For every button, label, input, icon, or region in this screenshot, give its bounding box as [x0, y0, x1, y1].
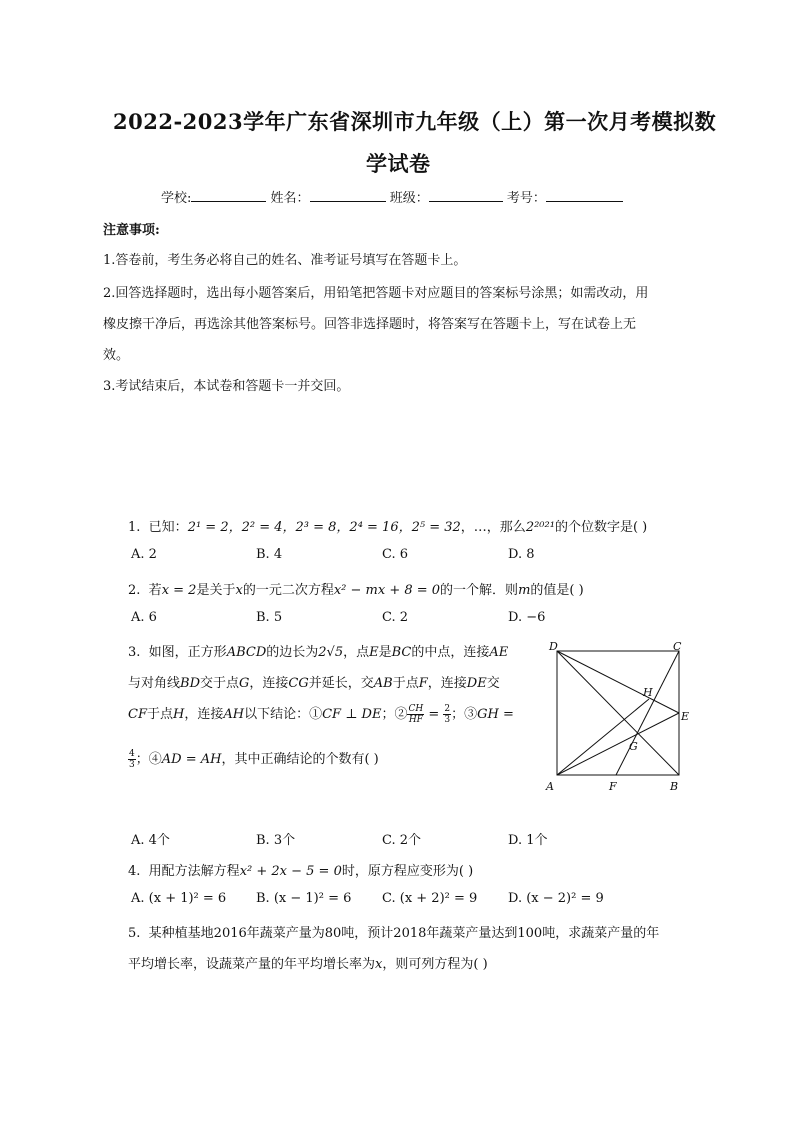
- math-bc: BC: [391, 645, 412, 660]
- question-2: [128, 579, 584, 598]
- info-fields: [161, 187, 623, 206]
- math-ah: AH: [223, 707, 245, 722]
- fraction-denominator: 3: [129, 760, 135, 770]
- math-g: G: [239, 676, 250, 691]
- math-ae: AE: [489, 645, 509, 660]
- math-equation: x² + 2x − 5 = 0: [239, 864, 342, 879]
- label-g: G: [629, 740, 638, 753]
- q2-option-c[interactable]: C. 2: [382, 610, 409, 625]
- q4-option-d[interactable]: [508, 891, 604, 906]
- question-text: 是关于: [196, 583, 236, 598]
- diagonal-bd: [557, 651, 679, 775]
- fraction-two-thirds: [443, 704, 451, 725]
- question-text: ，连接: [184, 707, 224, 722]
- q3-option-a[interactable]: A. 4个: [131, 833, 170, 848]
- question-text: 交于点: [200, 676, 240, 691]
- math-side: 2√5: [318, 645, 344, 660]
- label-a: A: [546, 780, 554, 793]
- fraction-numerator: CH: [408, 704, 424, 714]
- question-text: 若: [148, 583, 162, 598]
- question-text: ，其中正确结论的个数有( ): [221, 752, 379, 767]
- question-text: 交: [486, 676, 500, 691]
- math-conclusion-4: AD = AH: [161, 752, 222, 767]
- question-text: ；④: [135, 752, 162, 767]
- math-powers: 2¹ = 2，2² = 4，2³ = 8，2⁴ = 16，2⁵ = 32: [187, 520, 461, 535]
- math-m: m: [518, 583, 531, 598]
- math-de: DE: [466, 676, 487, 691]
- question-number: 4.: [128, 864, 141, 879]
- question-3-line4: [128, 748, 379, 770]
- label-f: F: [609, 780, 617, 793]
- question-3-line1: [128, 641, 508, 660]
- question-text: 如图，正方形: [148, 645, 227, 660]
- math-cg: CG: [288, 676, 309, 691]
- math-var: x: [235, 583, 243, 598]
- fraction-numerator: 4: [129, 749, 135, 759]
- question-text: 的中点，连接: [411, 645, 490, 660]
- name-field[interactable]: [310, 189, 386, 202]
- math-target: 2²⁰²¹: [525, 520, 555, 535]
- math-equation: x² − mx + 8 = 0: [333, 583, 441, 598]
- q1-option-a[interactable]: A. 2: [131, 547, 157, 562]
- option-text: B. (x − 1)² = 6: [256, 891, 352, 906]
- question-text: ，…，那么: [460, 520, 526, 535]
- segment-cf: [616, 651, 679, 775]
- math-h: H: [172, 707, 185, 722]
- question-5-line2: [128, 953, 488, 972]
- question-text: ，点: [343, 645, 370, 660]
- math-x: x: [375, 957, 383, 972]
- question-5-line1: [128, 922, 659, 941]
- math-abcd: ABCD: [226, 645, 267, 660]
- question-text: 是: [378, 645, 392, 660]
- q4-option-a[interactable]: [131, 891, 226, 906]
- math-conclusion-3: GH =: [477, 707, 514, 722]
- name-label: 姓名：: [270, 191, 310, 206]
- math-bd: BD: [180, 676, 200, 691]
- option-text: C. (x + 2)² = 9: [382, 891, 478, 906]
- fraction-denominator: HF: [408, 715, 423, 725]
- math-ab: AB: [373, 676, 393, 691]
- question-text: 的个位数字是( ): [554, 520, 648, 535]
- question-text: 的边长为: [266, 645, 319, 660]
- q2-option-a[interactable]: A. 6: [131, 610, 157, 625]
- question-4: [128, 860, 473, 879]
- notice-item-3: 3.考试结束后，本试卷和答题卡一并交回。: [103, 379, 350, 394]
- q4-option-b[interactable]: [256, 891, 351, 906]
- question-number: 5.: [128, 926, 141, 941]
- question-text: 时，原方程应变形为( ): [341, 864, 474, 879]
- q3-option-d[interactable]: D. 1个: [508, 833, 548, 848]
- q2-option-d[interactable]: D. −6: [508, 610, 546, 625]
- fraction-denominator: 3: [444, 715, 451, 725]
- question-text: 以下结论：①: [244, 707, 323, 722]
- q2-option-b[interactable]: B. 5: [256, 610, 283, 625]
- question-text: 的值是( ): [530, 583, 584, 598]
- exam-number-label: 考号：: [506, 191, 546, 206]
- question-3-line3: CF于点H，连接AH以下结论：①CF ⊥ DE；② $\frac{CH}{HF}$ = $\frac{2}{3}$ ；③GH =: [128, 704, 514, 725]
- label-b: B: [670, 780, 679, 793]
- question-text: 的一元二次方程: [242, 583, 334, 598]
- question-text: ，则可列方程为( ): [382, 957, 488, 972]
- question-text: ，连接: [249, 676, 289, 691]
- page-title-line2: 学试卷: [366, 151, 431, 176]
- question-text: ，连接: [427, 676, 467, 691]
- fraction-numerator: 2: [444, 704, 451, 714]
- math-e: E: [369, 645, 379, 660]
- segment-de: [557, 651, 679, 713]
- notice-item-2-end: 效。: [103, 348, 130, 363]
- question-text: 于点: [392, 676, 419, 691]
- question-text: 用配方法解方程: [148, 864, 240, 879]
- notice-heading: 注意事项:: [103, 223, 160, 238]
- question-number: 3.: [128, 645, 141, 660]
- question-text: 的一个解．则: [440, 583, 519, 598]
- question-number: 1.: [128, 520, 141, 535]
- label-d: D: [549, 640, 558, 653]
- math-x-eq: x = 2: [161, 583, 197, 598]
- question-text: 已知：: [148, 520, 188, 535]
- segment-ae: [557, 713, 679, 775]
- q3-option-c[interactable]: C. 2个: [382, 833, 422, 848]
- question-text: 与对角线: [128, 676, 181, 691]
- geometry-figure: [545, 640, 695, 796]
- option-text: D. (x − 2)² = 9: [508, 891, 604, 906]
- math-f: F: [418, 676, 428, 691]
- notice-item-2-cont: 橡皮擦干净后，再选涂其他答案标号。回答非选择题时，将答案写在答题卡上，写在试卷上无: [103, 317, 637, 332]
- q3-option-b[interactable]: B. 3个: [256, 833, 296, 848]
- option-text: A. (x + 1)² = 6: [131, 891, 227, 906]
- class-label: 班级：: [389, 191, 429, 206]
- question-1: [128, 516, 647, 535]
- fraction-four-thirds: [128, 749, 136, 770]
- question-text: ；②: [381, 707, 408, 722]
- school-label: 学校:: [161, 191, 192, 206]
- question-text: 某种植基地2016年蔬菜产量为80吨，预计2018年蔬菜产量达到100吨，求蔬菜产量的年: [148, 926, 660, 941]
- notice-item-1: 1.答卷前，考生务必将自己的姓名、准考证号填写在答题卡上。: [103, 253, 467, 268]
- fraction-ch-hf: [407, 704, 424, 725]
- page-title-line1: 2022-2023学年广东省深圳市九年级（上）第一次月考模拟数: [113, 109, 717, 134]
- q1-option-b[interactable]: B. 4: [256, 547, 283, 562]
- question-text: 于点: [146, 707, 173, 722]
- q4-option-c[interactable]: [382, 891, 477, 906]
- q1-option-c[interactable]: C. 6: [382, 547, 409, 562]
- q1-option-d[interactable]: D. 8: [508, 547, 535, 562]
- question-text: ；③: [451, 707, 478, 722]
- math-conclusion-1: CF ⊥ DE: [322, 707, 382, 722]
- notice-item-2: 2.回答选择题时，选出每小题答案后，用铅笔把答题卡对应题目的答案标号涂黑；如需改动，用: [103, 286, 649, 301]
- question-number: 2.: [128, 583, 141, 598]
- exam-number-field[interactable]: [546, 189, 623, 202]
- label-c: C: [673, 640, 682, 653]
- math-cf: CF: [128, 707, 147, 722]
- label-h: H: [643, 686, 653, 699]
- question-text: 平均增长率，设蔬菜产量的年平均增长率为: [128, 957, 376, 972]
- class-field[interactable]: [429, 189, 503, 202]
- label-e: E: [681, 710, 690, 723]
- question-text: 并延长，交: [308, 676, 374, 691]
- question-3-line2: [128, 672, 500, 691]
- school-field[interactable]: [191, 189, 266, 202]
